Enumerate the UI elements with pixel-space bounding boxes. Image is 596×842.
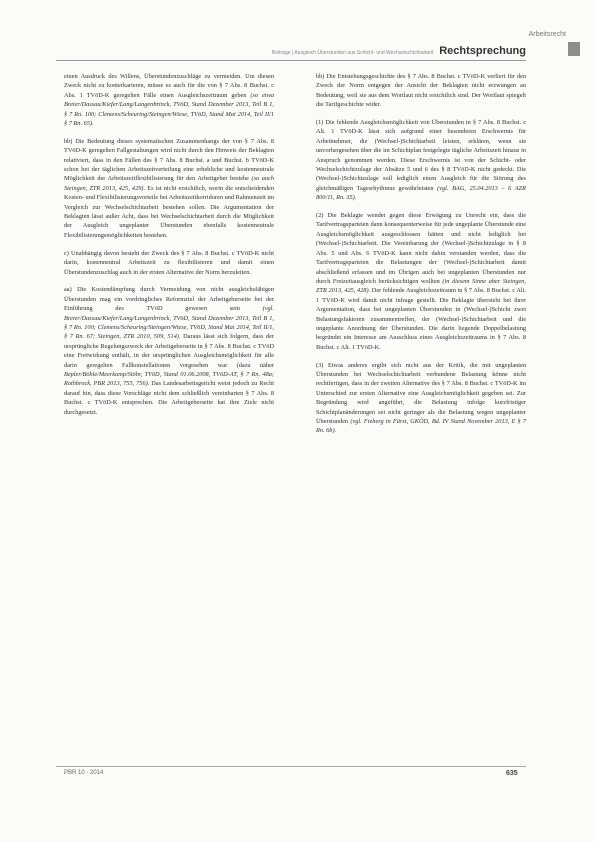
body-text: . Das Landesarbeitsgericht weist jedoch zu Recht darauf hin, dass diese Vorschläge nicht dem schließlich vereinbarten § 7 Abs. 8 Buchst. c TVöD-K entsprechen. Die Arbeitgeberseite hat ihre Ziele nicht durchgesetzt. [64,380,274,416]
paragraph [316,361,526,436]
citation-text: (in diesem Sinne aber Steingen, ZTR 2013, 425, 428) [316,277,526,295]
citation-text: (vgl. Breier/Dassau/Kiefer/Lang/Langenbrinck, TVöD, Stand Dezember 2013, Teil B 1, § 7 Rn. 100; Clemens/Scheuring/Steingen/Wiese, TVöD, Stand Mai 2014, Teil II/1, § 7 Rn. 67; Steingen, ZTR 2010, 509, 514) [64,305,274,341]
body-text: . Der fehlende Ausgleichszeitraum in § 7 Abs. 8 Buchst. c Alt. 1 TVöD-K wird damit nicht infrage gestellt. Die Beklagte übersieht bei ihrer Argumentation, dass bei ungeplanten Überstunden in (Wechsel-)Schicht zwei Belastungsfaktoren zusammentreffen, der (Wechsel-)Schichtarbeit und die ungeplante Anordnung der Überstunden. Die darin liegende Doppelbelastung begründet ein Interesse am Ausschluss eines Ausgleichszeitraums in § 7 Abs. 8 Buchst. c Alt. 1 TVöD-K. [316,287,526,351]
left-column [64,72,274,425]
body-text: bb) Die Entstehungsgeschichte des § 7 Abs. 8 Buchst. c TVöD-K verliert für den Zweck der Norm entgegen der Ansicht der Beklagten nicht erzwungen an Bedeutung, weil sie aus dem Wortlaut nicht ersichtlich sind. Der Wortlaut spiegelt die Tarifgeschichte wider. [316,73,526,109]
citation-text: (so auch Steingen, ZTR 2013, 425, 429) [64,175,274,192]
header-section: Rechtsprechung [439,45,526,57]
paragraph [64,285,274,417]
body-text: . Es ist nicht ersichtlich, worin die entscheidenden Kosten- und Flexibilisierungsvorteile bei Arbeitszeitkorridoren und Rahmenzeit im Vergleich zur Wechselschichtarbeit bestehen sollen. Die Argumentation der Beklagten lässt außer Acht, dass bei Wechselschichtarbeit durch die Möglichkeit der Ausgleich ungeplanter Überstunden ebenfalls kostenneutrale Flexibilisierungsmöglichkeiten bestehen. [64,184,275,239]
paragraph [316,211,526,352]
paragraph [64,72,274,128]
paragraph [316,72,526,110]
page-header [260,45,526,59]
citation-text: Bepler/Böhle/Meerkamp/Stöhr, TVöD, Stand 01.06.2008, TVöD-AT, § 7 Rn. 48a; Rothbrock, PBR 2013, 755, 756) [64,370,274,388]
header-rule [56,60,526,61]
paragraph [64,249,274,277]
footer-issue: PBR 10 · 2014 [64,770,104,776]
body-text: c) Unabhängig davon besteht der Zweck des § 7 Abs. 8 Buchst. c TVöD-K nicht darin, kostenneutral Arbeitszeit zu flexibilisieren und damit einen Überstundenzuschlag auch in der ersten Alternative der Norm herzuleiten. [64,249,274,276]
citation-text: (vgl. BAG, 25.04.2013 – 6 AZR 800/11, Rn. 35). [316,184,526,202]
page-number: 635 [506,770,518,777]
citation-text: (vgl. Fieberg in Fürst, GKÖD, Bd. IV Stand November 2013, E § 7 Rn. 6b). [316,417,526,435]
footer-rule [56,766,526,767]
body-text: (1) Die fehlende Ausgleichsmöglichkeit von Überstunden in § 7 Abs. 8 Buchst. c Alt. 1 TVöD-K lässt sich aufgrund einer besonderen Erschwernis für Arbeitnehmer, die (Wechsel-)Schichtarbeit leisten, erklären, wenn sie unvorhergesehen über die im Schichtplan festgelegte tägliche Arbeitszeit hinaus in Anspruch genommen werden. Diese Erschwernis ist von der Schicht- oder Wechselschichtzulage der Absätze 5 und 6 des § 8 TVöD-K nicht gedeckt. Die (Wechsel-)Schichtzulage soll lediglich einen Ausgleich für die Störung des gleichmäßigen Tagesrhythmus gewährleisten [316,119,526,192]
body-text: einen Ausdruck des Willens, Überstundenzuschläge zu vermeiden. Um diesen Zweck nicht zu konterkarieren, müsse es auch für die von § 7 Abs. 8 Buchst. c Abs. 1 TVöD-K geregelten Fälle einen Ausgleichszeitraum geben [64,73,274,99]
body-text: (3) Etwas anderes ergibt sich nicht aus der Kritik, die mit ungeplanten Überstunden bei Wechselschichtarbeit verbundene Belastung könne nicht rechtfertigen, dass in der zweiten Alternative des § 7 Abs. 8 Buchst. c TVöD-K im Unterschied zur ersten Alternative eine Ausgleichsmöglichkeit gegeben sei. Zur Begründung wird angeführt, die Belastung infolge kurzfristiger Schichtplanänderungen sei nicht geringer als die Belastung wegen ungeplanter Überstunden [316,361,526,425]
body-text: bb) Die Bedeutung dieses systematischen Zusammenhangs der von § 7 Abs. 8 TVöD-K geregelten Fallgestaltungen wird nicht durch den Hinweis der Beklagten relativiert, dass in den Fällen des § 7 Abs. 8 Buchst. a und Buchst. b TVöD-K schon bei der täglichen Arbeitszeitverteilung eine erhebliche und kostenneutrale Möglichkeit der Arbeitszeitflexibilisierung für den Arbeitgeber bestehe [64,137,274,183]
paragraph [64,137,274,240]
citation-text: (so etwa Breier/Dassau/Kiefer/Lang/Langenbrinck, TVöD, Stand Dezember 2013, Teil B 1, § 7 Rn. 100; Clemens/Scheuring/Steingen/Wiese, TVöD, Stand Mai 2014, Teil II/1 § 7 Rn. 65). [64,91,274,128]
section-tag: Arbeitsrecht [528,31,566,38]
paragraph [316,118,526,203]
body-text: . Daraus lässt sich folgern, dass der ursprüngliche Regelungszweck der Arbeitgeberseite in § 7 Abs. 8 Buchst. c TVöD eine Fortwirkung enthält, in der ursprünglichen Ausgleichsmöglichkeit für alle darin geregelten Fallkonstellationen vorgesehen war (dazu näher [64,333,274,369]
body-text: (2) Die Beklagte wendet gegen diese Erwägung zu Unrecht ein, dass die Tarifvertragsparteien dann konsequenterweise für jede ungeplante Überstunde eine Ausgleichsmöglichkeit ausgeschlossen hätten und nicht lediglich bei (Wechsel-)Schichtarbeit. Die Vereinbarung der (Wechsel-)Schichtzulage in § 8 Abs. 5 und Abs. 6 TVöD-K kann nicht dahin verstanden werden, dass die Tarifvertragsparteien die Belastungen der (Wechsel-)Schichtarbeit damit abschließend erfassen und im Übrigen auch bei ungeplanten Überstunden nur durch Freizeitausgleich berücksichtigen wollten [316,212,526,285]
right-column [316,72,526,444]
section-marker [568,42,580,56]
body-text: aa) Die Kostendämpfung durch Vermeidung von nicht ausgleichsfähigen Überstunden mag ein vordringliches Reformziel der Arbeitgeberseite bei der Einführung des TVöD gewesen sein [64,286,274,313]
header-meta: Beiträge | Ausgleich Überstunden aus Schicht- und Wechselschichtarbeit [271,50,434,56]
